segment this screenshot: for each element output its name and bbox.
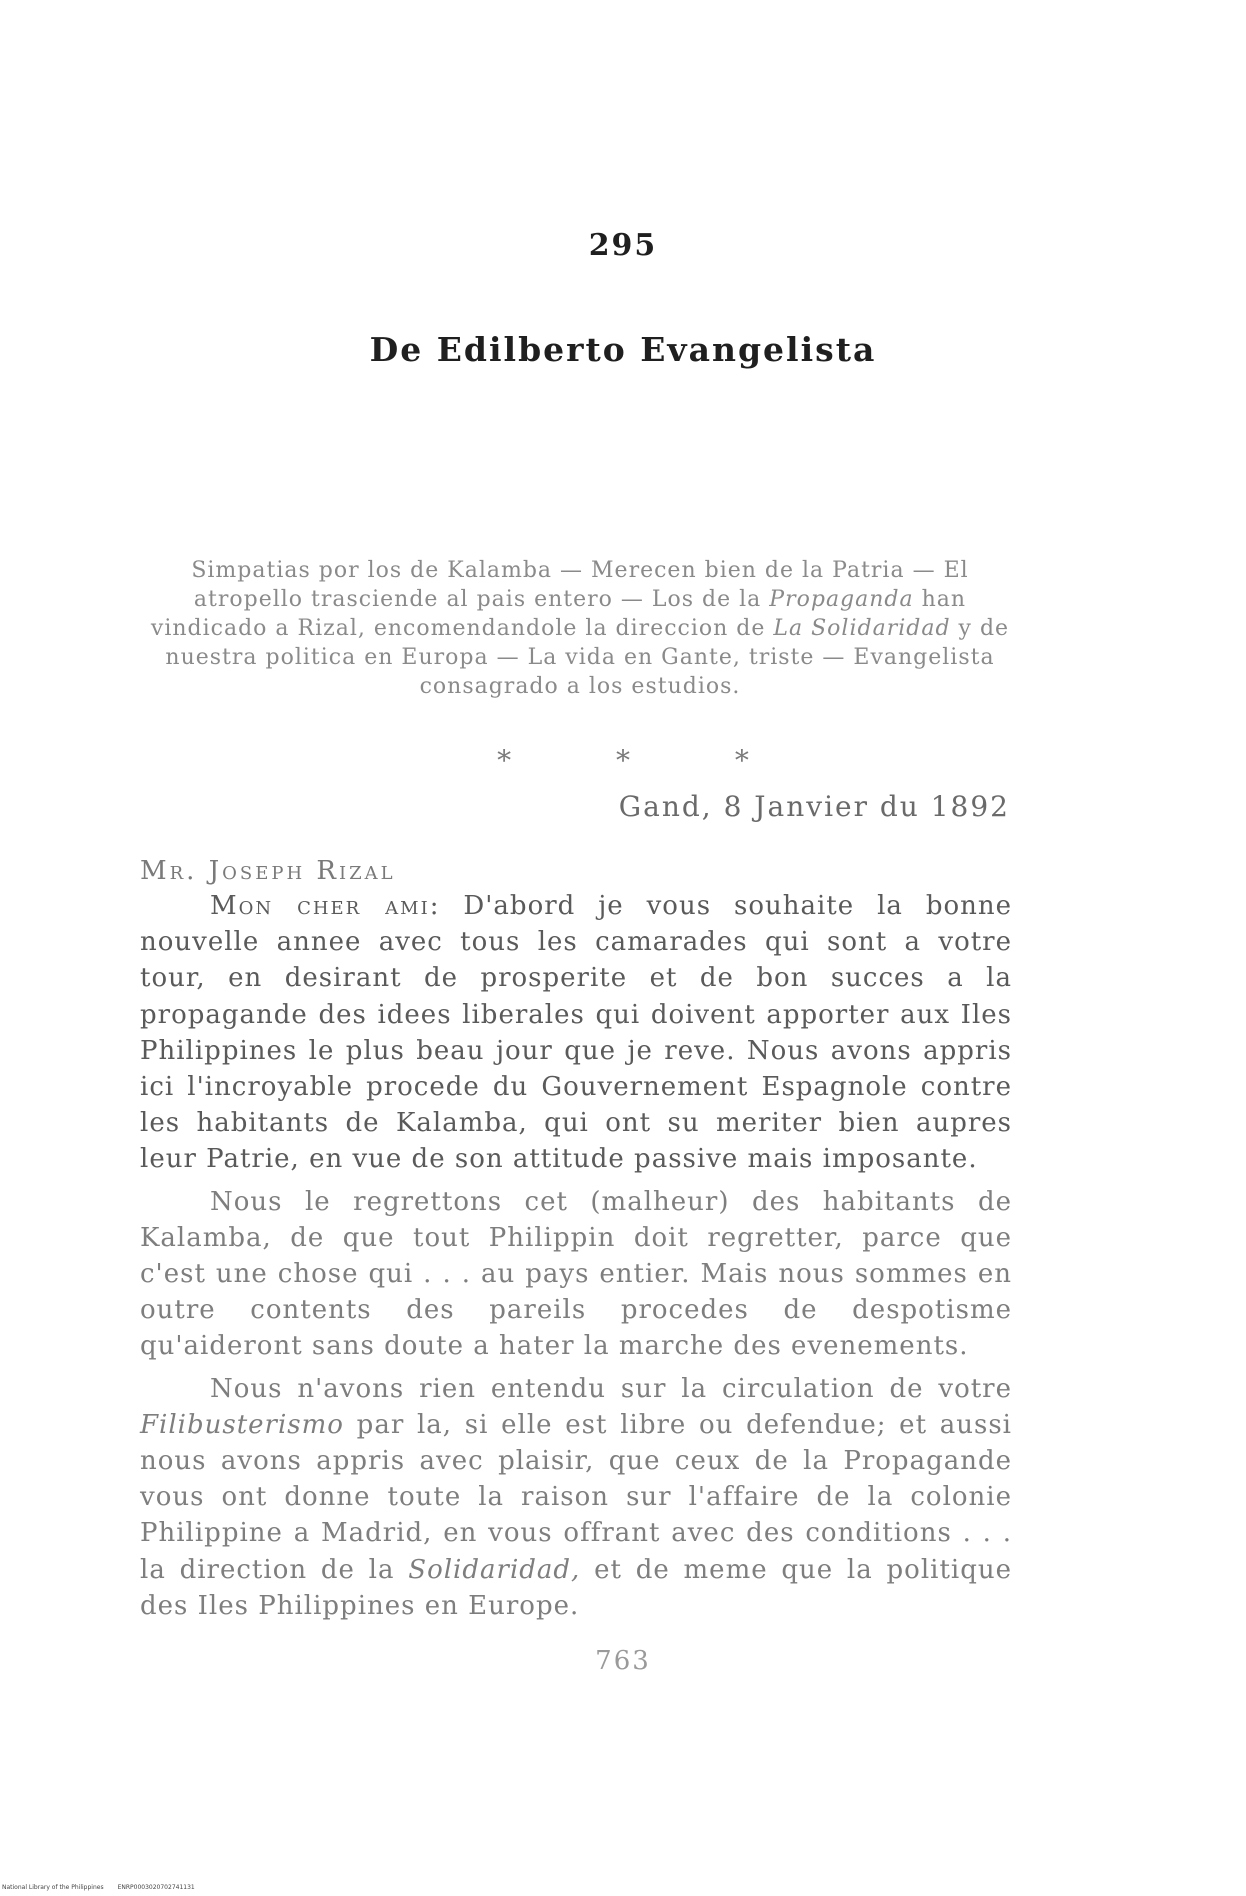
summary-text-2: han vindicado a Rizal, encomendandole la direccion de	[150, 587, 967, 641]
summary-italic-solidaridad: La Solidaridad	[773, 616, 951, 641]
paragraph-3-text-2: par la, si elle est libre ou defendue; et aussi nous avons appris avec plaisir, que ceux de la Propagande vous ont donne toute la raison sur l'affaire de la colonie Philippine a Madrid, en vous offrant avec des conditions . . . la direction de la	[140, 1409, 1012, 1585]
letter-number: 295	[588, 228, 658, 263]
paragraph-3-italic-solidaridad: Solidaridad,	[408, 1554, 581, 1585]
paragraph-2	[140, 1184, 1012, 1365]
letter-summary	[150, 556, 1010, 701]
footer-library: National Library of the Philippines	[2, 1884, 104, 1891]
letter-title: De Edilberto Evangelista	[369, 330, 877, 369]
footer	[2, 1884, 209, 1891]
paragraph-3-text-3: et de meme que la politique des Iles Philippines en Europe.	[140, 1554, 1012, 1621]
paragraph-1-text: D'abord je vous souhaite la bonne nouvelle annee avec tous les camarades qui sont a votre tour, en desirant de prosperite et de bon succes a la propagande des idees liberales qui doivent apporter aux Iles Philippines le plus beau jour que je reve. Nous avons appris ici l'incroyable procede du Gouvernement Espagnole contre les habitants de Kalamba, qui ont su meriter bien aupres leur Patrie, en vue de son attitude passive mais imposante.	[140, 891, 1012, 1175]
paragraph-3-italic-filibusterismo: Filibusterismo	[140, 1409, 344, 1440]
section-separator: * * *	[497, 744, 797, 777]
page-number: 763	[595, 1646, 651, 1676]
summary-text-1: Simpatias por los de Kalamba — Merecen bien de la Patria — El atropello trasciende al pais entero — Los de la	[191, 558, 969, 612]
dateline: Gand, 8 Janvier du 1892	[618, 790, 1010, 823]
salutation: Mr. Joseph Rizal	[140, 856, 396, 886]
letter-body	[140, 888, 1012, 1630]
summary-text-3: y de nuestra politica en Europa — La vida en Gante, triste — Evangelista consagrado a los estudios.	[165, 616, 1010, 699]
greeting: Mon cher ami:	[210, 891, 441, 921]
paragraph-1	[140, 888, 1012, 1178]
summary-italic-propaganda: Propaganda	[769, 587, 914, 612]
paragraph-3	[140, 1371, 1012, 1624]
paragraph-2-text: Nous le regrettons cet (malheur) des habitants de Kalamba, de que tout Philippin doit regretter, parce que c'est une chose qui . . . au pays entier. Mais nous sommes en outre contents des pareils procedes de despotisme qu'aideront sans doute a hater la marche des evenements.	[140, 1186, 1012, 1362]
paragraph-3-text-1: Nous n'avons rien entendu sur la circulation de votre	[210, 1373, 1012, 1404]
footer-code: ENRP0003020702741131	[117, 1884, 195, 1891]
